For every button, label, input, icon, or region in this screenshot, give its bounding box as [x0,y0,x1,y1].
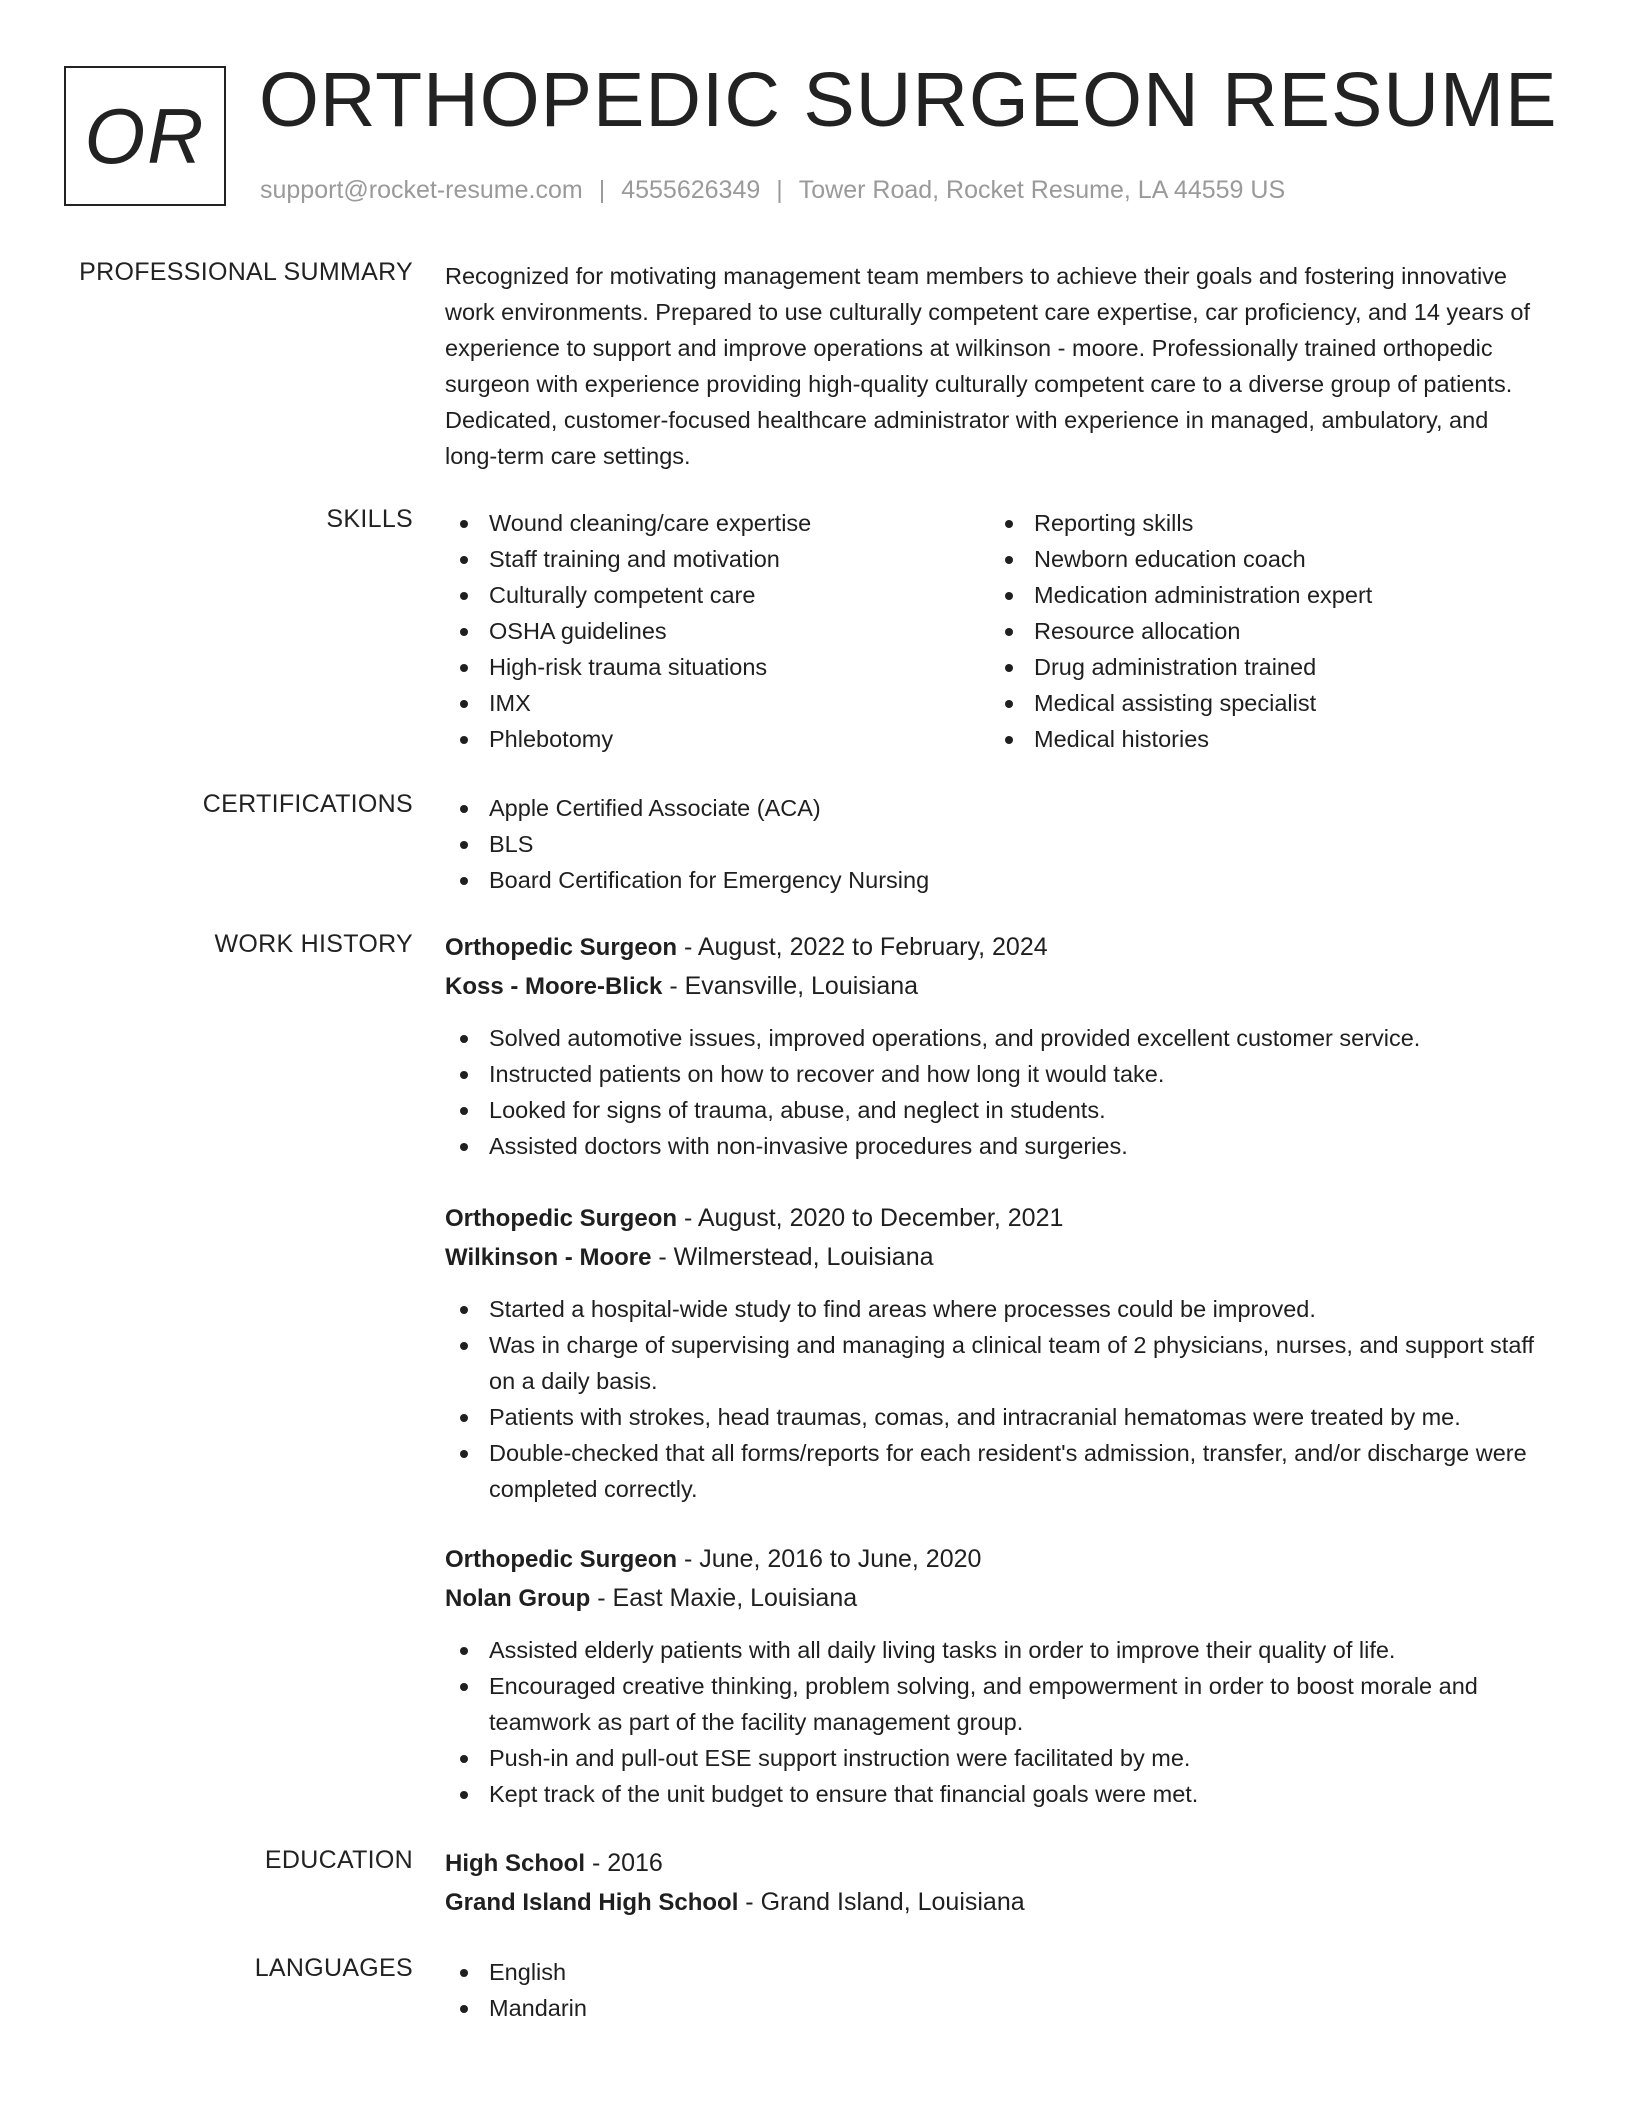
job-company-line [445,1579,1535,1618]
monogram-initials: OR [84,91,206,180]
summary-text: Recognized for motivating management team members to achieve their goals and fostering innovative work environments. Prepared to use culturally competent care expertise, car proficiency, and 14 years of experience to support and improve operations at wilkinson - moore. Professionally trained orthopedic surgeon with experience providing high-quality culturally competent care to a diverse group of patients. Dedicated, customer-focused healthcare administrator with experience in managed, ambulatory, and long-term care settings. [445,263,1531,469]
certifications-label: CERTIFICATIONS [202,790,413,818]
list-item: Apple Certified Associate (ACA) [445,790,1535,826]
job-title-line [445,928,1535,967]
education-degree: High School [445,1850,585,1877]
job-location: - East Maxie, Louisiana [590,1584,858,1612]
job-title: Orthopedic Surgeon [445,1546,678,1573]
skills-label: SKILLS [326,505,413,533]
contact-address: Tower Road, Rocket Resume, LA 44559 US [798,176,1286,204]
job-title: Orthopedic Surgeon [445,934,678,961]
job-title: Orthopedic Surgeon [445,1205,678,1232]
job-dates: - June, 2016 to June, 2020 [677,1545,982,1573]
list-item: Push-in and pull-out ESE support instruction were facilitated by me. [445,1740,1535,1776]
job-duties-list [445,1020,1535,1164]
job-location: - Wilmerstead, Louisiana [651,1243,934,1271]
job-company-line [445,1238,1535,1277]
job-company: Nolan Group [445,1585,591,1612]
contact-separator: | [598,176,606,204]
list-item: Board Certification for Emergency Nursing [445,862,1535,898]
list-item: Kept track of the unit budget to ensure that financial goals were met. [445,1776,1535,1812]
job-entry [0,1199,1632,1507]
job-company: Wilkinson - Moore [445,1244,652,1271]
summary-label: PROFESSIONAL SUMMARY [79,258,413,286]
education-school: Grand Island High School [445,1889,739,1916]
list-item: Assisted elderly patients with all daily living tasks in order to improve their quality of life. [445,1632,1535,1668]
list-item: OSHA guidelines [445,613,990,649]
job-entry [0,928,1632,1164]
list-item: Looked for signs of trauma, abuse, and neglect in students. [445,1092,1535,1128]
list-item: Assisted doctors with non-invasive procedures and surgeries. [445,1128,1535,1164]
contact-phone: 4555626349 [621,176,761,204]
list-item: Culturally competent care [445,577,990,613]
education-section [0,1846,1632,1924]
job-company: Koss - Moore-Blick [445,973,663,1000]
education-label: EDUCATION [264,1846,413,1874]
list-item: Medical assisting specialist [990,685,1535,721]
list-item: Solved automotive issues, improved operations, and provided excellent customer service. [445,1020,1535,1056]
education-year: - 2016 [585,1849,663,1877]
contact-separator: | [776,176,783,204]
list-item: Started a hospital-wide study to find areas where processes could be improved. [445,1291,1535,1327]
job-location: - Evansville, Louisiana [662,972,919,1000]
list-item: Reporting skills [990,505,1535,541]
list-item: Resource allocation [990,613,1535,649]
job-title-line [445,1540,1535,1579]
list-item: Medical histories [990,721,1535,757]
job-dates: - August, 2022 to February, 2024 [677,933,1048,961]
list-item: Patients with strokes, head traumas, comas, and intracranial hematomas were treated by me. [445,1399,1535,1435]
certifications-list [445,790,1535,898]
list-item: Wound cleaning/care expertise [445,505,990,541]
job-duties-list [445,1632,1535,1812]
list-item: IMX [445,685,990,721]
list-item: Medication administration expert [990,577,1535,613]
list-item: English [445,1954,1535,1990]
job-duties-list [445,1291,1535,1507]
list-item: Double-checked that all forms/reports for each resident's admission, transfer, and/or discharge were completed correctly. [445,1435,1535,1507]
job-title-line [445,1199,1535,1238]
list-item: Was in charge of supervising and managing a clinical team of 2 physicians, nurses, and support staff on a daily basis. [445,1327,1535,1399]
list-item: High-risk trauma situations [445,649,990,685]
education-location: - Grand Island, Louisiana [738,1888,1025,1916]
list-item: Mandarin [445,1990,1535,2026]
job-company-line [445,967,1535,1006]
list-item: Instructed patients on how to recover and how long it would take. [445,1056,1535,1092]
education-school-line [445,1883,1535,1922]
monogram-box [64,66,226,206]
languages-list [445,1954,1535,2026]
resume-title: ORTHOPEDIC SURGEON RESUME [259,57,1558,143]
education-degree-line [445,1844,1535,1883]
list-item: Newborn education coach [990,541,1535,577]
list-item: BLS [445,826,1535,862]
list-item: Encouraged creative thinking, problem solving, and empowerment in order to boost morale and teamwork as part of the facility management group. [445,1668,1535,1740]
job-entry [0,1540,1632,1812]
contact-email: support@rocket-resume.com [260,176,583,204]
languages-label: LANGUAGES [254,1954,413,1982]
list-item: Phlebotomy [445,721,990,757]
list-item: Staff training and motivation [445,541,990,577]
list-item: Drug administration trained [990,649,1535,685]
skills-list-right [990,505,1535,757]
skills-list-left [445,505,990,757]
work-history-label: WORK HISTORY [214,930,413,958]
job-dates: - August, 2020 to December, 2021 [677,1204,1064,1232]
contact-line [260,176,1285,205]
